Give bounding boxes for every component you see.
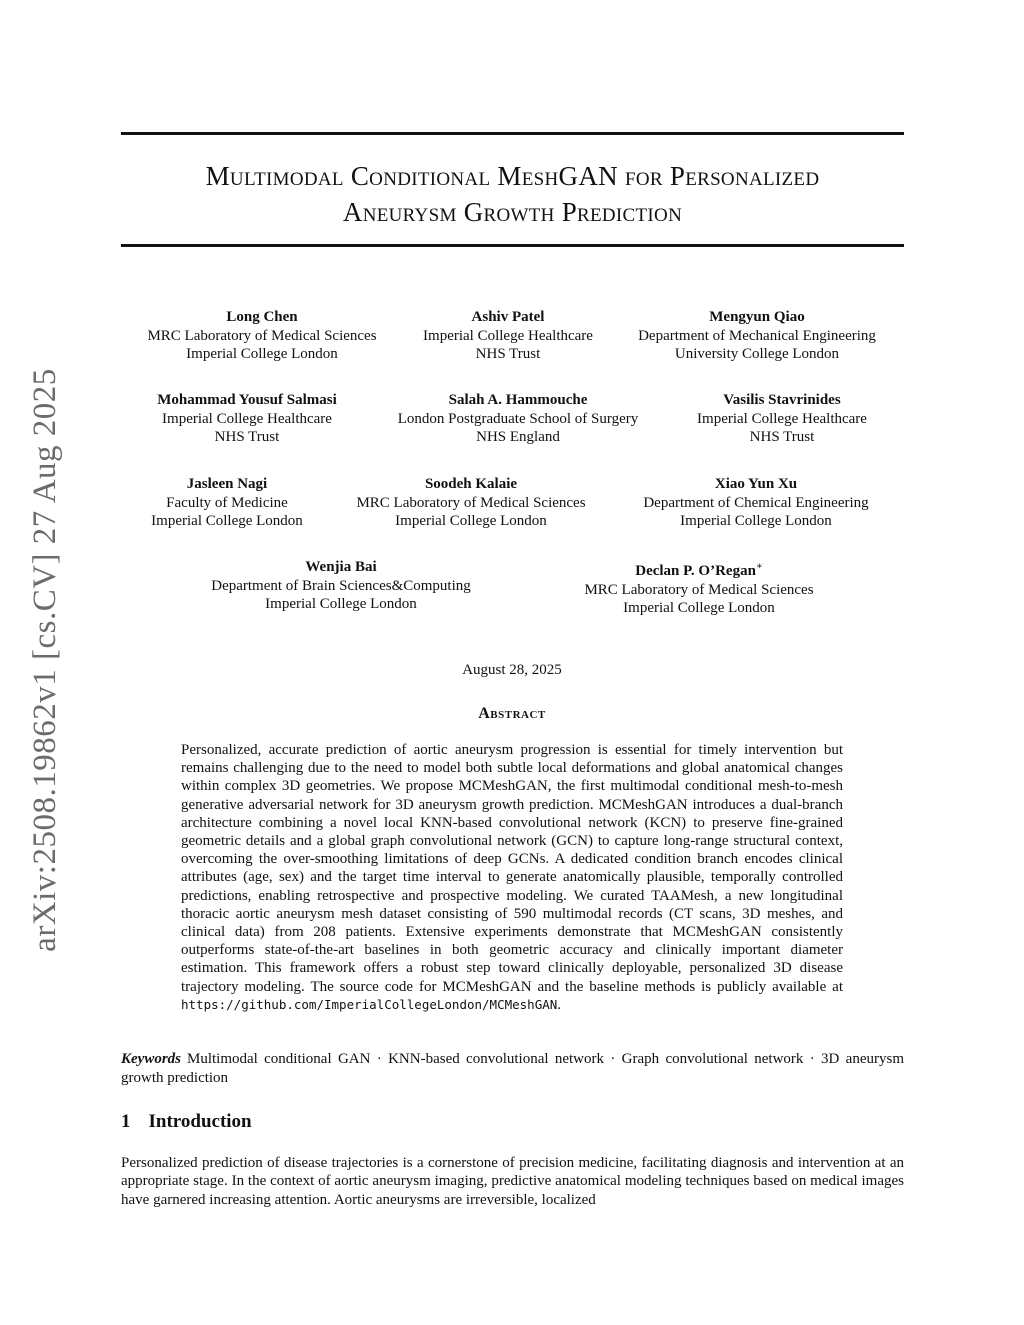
corresponding-author-marker: ∗ — [755, 561, 763, 572]
author-affiliation: Imperial College London — [151, 513, 303, 529]
author-name-text: Declan P. O’Regan — [635, 563, 756, 579]
author-block — [643, 475, 868, 531]
author-name: Mohammad Yousuf Salmasi — [157, 392, 337, 408]
author-affiliation: Faculty of Medicine — [166, 494, 288, 511]
author-affiliation: Imperial College London — [395, 513, 547, 529]
paper-title — [121, 158, 904, 230]
author-affiliation: NHS England — [476, 429, 560, 445]
abstract-url-suffix: . — [557, 996, 562, 1013]
abstract-heading: Abstract — [478, 705, 546, 722]
author-name: Xiao Yun Xu — [714, 476, 798, 492]
author-block — [638, 308, 876, 364]
author-name: Ashiv Patel — [471, 309, 545, 325]
author-affiliation: NHS Trust — [214, 429, 280, 445]
keywords-label: Keywords — [121, 1051, 181, 1067]
author-block — [584, 558, 813, 618]
author-block — [356, 475, 585, 531]
source-code-link[interactable]: https://github.com/ImperialCollegeLondon/MCMeshGAN — [181, 996, 558, 1012]
author-block — [423, 308, 593, 364]
author-affiliation: MRC Laboratory of Medical Sciences — [147, 327, 377, 344]
publication-date: August 28, 2025 — [462, 662, 562, 678]
introduction-paragraph: Personalized prediction of disease trajectories is a cornerstone of precision medicine, facilitating diagnosis and intervention at an appropriate stage. In the context of aortic aneurysm imaging, predictive anatomical modeling techniques based on medical images have garnered increasing attention. Aortic aneurysms are irreversible, localized — [121, 1155, 904, 1208]
author-affiliation: Imperial College London — [680, 513, 832, 529]
author-affiliation: Imperial College Healthcare — [162, 410, 332, 427]
author-block — [151, 475, 303, 531]
author-affiliation: Department of Brain Sciences&Computing — [211, 577, 471, 594]
author-block — [697, 391, 867, 447]
keywords-text: Multimodal conditional GAN · KNN-based convolutional network · Graph convolutional network · 3D aneurysm growth prediction — [121, 1051, 904, 1086]
abstract-text: Personalized, accurate prediction of aortic aneurysm progression is essential for timely intervention but remains challenging due to the need to model both subtle local deformations and global anatomical changes within complex 3D geometries. We propose MCMeshGAN, the first multimodal conditional mesh-to-mesh generative adversarial network for 3D aneurysm growth prediction. MCMeshGAN introduces a dual-branch architecture combining a novel local KNN-based convolutional network (KCN) to preserve fine-grained geometric details and a global graph convolutional network (GCN) to capture long-range structural context, overcoming the over-smoothing limitations of deep GCNs. A dedicated condition branch encodes clinical attributes (age, sex) and the target time interval to generate anatomically plausible, temporally controlled predictions, enabling retrospective and prospective modeling. We curated TAAMesh, a new longitudinal thoracic aortic aneurysm mesh dataset consisting of 590 multimodal records (CT scans, 3D meshes, and clinical data) from 208 patients. Extensive experiments demonstrate that MCMeshGAN consistently outperforms state-of-the-art baselines in both geometric accuracy and clinically important diameter estimation. This framework offers a robust step toward clinically deployable, personalized 3D disease trajectory modeling. The source code for MCMeshGAN and the baseline methods is publicly available at — [181, 742, 843, 995]
section-number: 1 — [121, 1111, 131, 1132]
author-name: Vasilis Stavrinides — [723, 392, 841, 408]
author-affiliation: NHS Trust — [749, 429, 815, 445]
author-name: Salah A. Hammouche — [448, 392, 588, 408]
author-affiliation: Department of Chemical Engineering — [643, 494, 869, 511]
section-heading-introduction — [121, 1111, 252, 1133]
abstract-body — [181, 741, 843, 1014]
author-block — [211, 558, 471, 614]
arxiv-identifier-stamp: arXiv:2508.19862v1 [cs.CV] 27 Aug 2025 — [27, 368, 63, 952]
author-block — [157, 391, 336, 447]
author-affiliation: Imperial College London — [623, 600, 775, 616]
author-name: Jasleen Nagi — [186, 476, 268, 492]
author-affiliation: London Postgraduate School of Surgery — [397, 410, 639, 427]
author-block — [147, 308, 376, 364]
paper-title-line-2: Aneurysm Growth Prediction — [342, 197, 683, 227]
author-affiliation: Imperial College London — [265, 596, 417, 612]
author-affiliation: University College London — [674, 346, 840, 362]
paper-title-line-1: Multimodal Conditional MeshGAN for Personalized — [205, 161, 820, 191]
author-name — [584, 558, 813, 581]
author-block — [398, 391, 639, 447]
author-name: Mengyun Qiao — [709, 309, 805, 325]
author-affiliation: Imperial College London — [186, 346, 338, 362]
author-affiliation: MRC Laboratory of Medical Sciences — [356, 494, 586, 511]
author-affiliation: Imperial College Healthcare — [697, 410, 867, 427]
author-affiliation: MRC Laboratory of Medical Sciences — [584, 581, 814, 598]
author-affiliation: Department of Mechanical Engineering — [638, 327, 876, 344]
title-bottom-rule — [121, 244, 904, 247]
section-title: Introduction — [148, 1111, 252, 1132]
author-name: Soodeh Kalaie — [424, 476, 518, 492]
keywords-paragraph — [121, 1050, 904, 1088]
author-affiliation: Imperial College Healthcare — [423, 327, 593, 344]
title-top-rule — [121, 132, 904, 135]
author-affiliation: NHS Trust — [475, 346, 541, 362]
author-name: Long Chen — [226, 309, 298, 325]
author-name: Wenjia Bai — [305, 559, 377, 575]
